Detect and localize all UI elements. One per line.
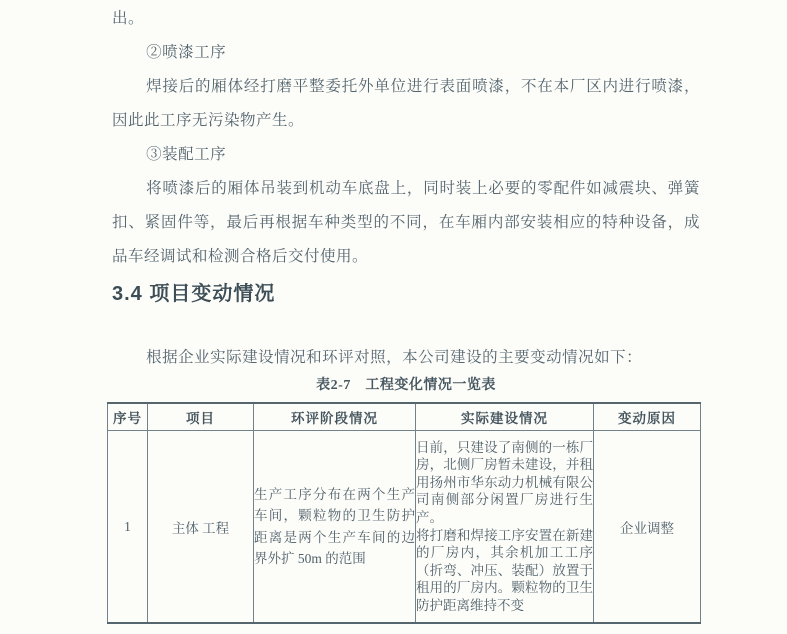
paragraph-step3-title: ③装配工序 — [146, 146, 227, 163]
actual-paragraph-2: 将打磨和焊接工序安置在新建的厂房内，其余机加工工序（折弯、冲压、装配）放置于租用的厂房内。颗粒物的卫生防护距离维持不变 — [416, 527, 593, 613]
section-heading: 3.4 项目变动情况 — [112, 283, 276, 305]
header-cell-seq: 序号 — [108, 403, 148, 431]
header-cell-eia-stage: 环评阶段情况 — [254, 403, 416, 431]
cell-seq: 1 — [108, 431, 148, 624]
cell-actual-construction — [416, 431, 594, 624]
table-row — [108, 431, 701, 624]
cell-change-reason: 企业调整 — [594, 431, 701, 624]
intro-paragraph: 根据企业实际建设情况和环评对照，本公司建设的主要变动情况如下： — [146, 349, 643, 366]
paragraph-step2-title: ②喷漆工序 — [146, 44, 227, 61]
header-cell-project: 项目 — [148, 403, 254, 431]
actual-paragraph-1: 日前，只建设了南侧的一栋厂房，北侧厂房暂未建设，并租用扬州市华东动力机械有限公司南侧部分闲置厂房进行生产。 — [416, 439, 593, 525]
table-caption: 表2-7 工程变化情况一览表 — [316, 378, 496, 393]
paragraph-continuation: 出。 — [112, 10, 145, 27]
header-cell-reason: 变动原因 — [594, 403, 701, 431]
cell-eia-stage: 生产工序分布在两个生产车间，颗粒物的卫生防护距离是两个生产车间的边界外扩 50m 的范围 — [254, 431, 416, 624]
header-cell-actual: 实际建设情况 — [416, 403, 594, 431]
table-header-row — [108, 403, 701, 431]
cell-project: 主体 工程 — [148, 431, 254, 624]
paragraph-step3-body: 将喷漆后的厢体吊装到机动车底盘上，同时装上必要的零配件如减震块、弹簧扣、紧固件等，最后再根据车种类型的不同，在车厢内部安装相应的特种设备，成品车经调试和检测合格后交付使用。 — [112, 180, 700, 265]
project-change-table — [107, 402, 701, 624]
paragraph-step2-body: 焊接后的厢体经打磨平整委托外单位进行表面喷漆，不在本厂区内进行喷漆，因此此工序无污染物产生。 — [112, 78, 700, 129]
